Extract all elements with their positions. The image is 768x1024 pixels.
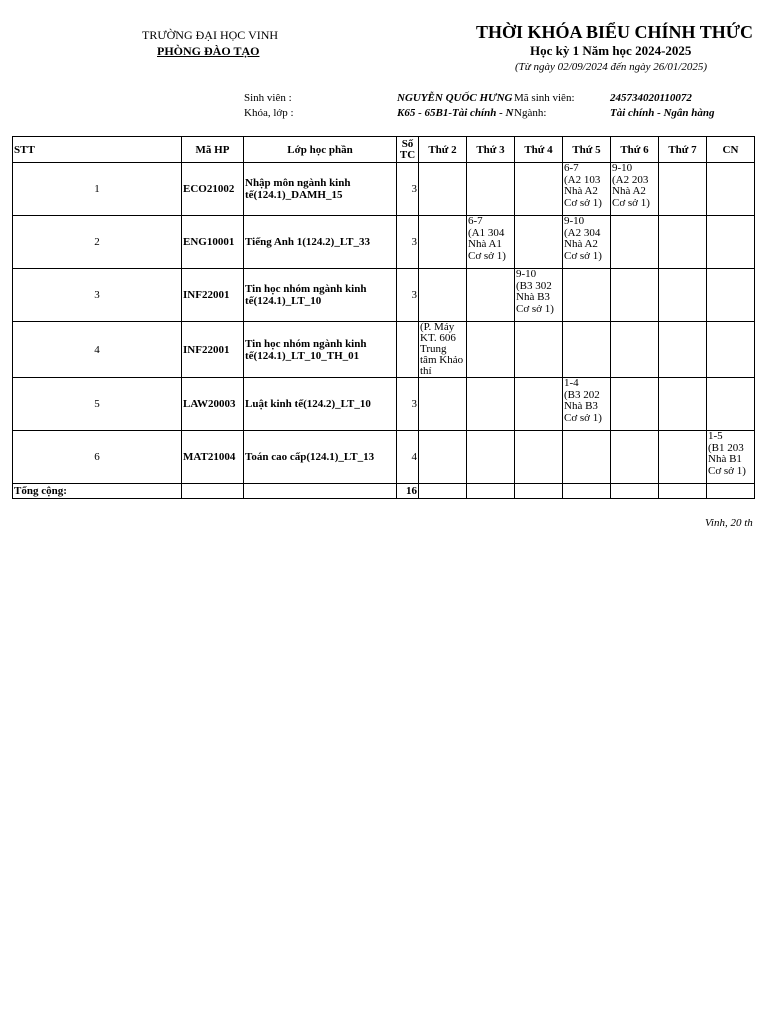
cell-name: Tin học nhóm ngành kinh tế(124.1)_LT_10_TH_01 [244,322,397,378]
cell-tue [467,322,515,378]
cell-tue [467,378,515,431]
header-wed: Thứ 4 [515,137,563,163]
cell-credits [397,322,419,378]
cell-mon [419,216,467,269]
header-thu: Thứ 5 [563,137,611,163]
cell-stt: 3 [13,269,182,322]
cell-sun [707,216,755,269]
school-name: TRƯỜNG ĐẠI HỌC VINH [142,28,279,42]
cell-sun [707,269,755,322]
cell-fri [611,431,659,484]
total-empty [182,484,244,499]
cell-name: Tiếng Anh 1(124.2)_LT_33 [244,216,397,269]
header-stt: STT [13,137,182,163]
class-value: K65 - 65B1-Tài chính - N [397,107,514,119]
header-class-section: Lớp học phần [244,137,397,163]
cell-fri [611,216,659,269]
total-empty [611,484,659,499]
header-sat: Thứ 7 [659,137,707,163]
table-row [13,378,755,431]
cell-credits: 3 [397,378,419,431]
table-row [13,163,755,216]
timetable [12,136,755,499]
student-name-label: Sinh viên : [244,92,292,104]
cell-name: Nhập môn ngành kinh tế(124.1)_DAMH_15 [244,163,397,216]
total-empty [659,484,707,499]
header-row [13,137,755,163]
cell-mon [419,431,467,484]
total-empty [563,484,611,499]
header-credits: Số TC [397,137,419,163]
cell-name: Toán cao cấp(124.1)_LT_13 [244,431,397,484]
cell-sat [659,216,707,269]
total-empty [707,484,755,499]
table-row [13,322,755,378]
cell-wed [515,431,563,484]
cell-mon: (P. Máy KT. 606 Trung tâm Khảo thí [419,322,467,378]
cell-code: INF22001 [182,269,244,322]
table-row [13,216,755,269]
cell-sat [659,378,707,431]
cell-credits: 3 [397,163,419,216]
cell-tue [467,163,515,216]
total-empty [244,484,397,499]
cell-wed [515,163,563,216]
cell-fri [611,378,659,431]
cell-mon [419,378,467,431]
student-name: NGUYỄN QUỐC HƯNG [397,92,513,104]
cell-credits: 3 [397,216,419,269]
total-credits: 16 [397,484,419,499]
cell-sat [659,163,707,216]
cell-tue [467,431,515,484]
cell-code: ENG10001 [182,216,244,269]
total-empty [515,484,563,499]
place-date: Vinh, 20 th [705,517,753,529]
cell-stt: 2 [13,216,182,269]
cell-fri [611,269,659,322]
cell-credits: 3 [397,269,419,322]
header-sun: CN [707,137,755,163]
total-row [13,484,755,499]
header-fri: Thứ 6 [611,137,659,163]
cell-sun [707,163,755,216]
cell-sat [659,322,707,378]
table-row [13,431,755,484]
header-mon: Thứ 2 [419,137,467,163]
cell-thu [563,322,611,378]
cell-code: ECO21002 [182,163,244,216]
cell-wed [515,322,563,378]
cell-mon [419,269,467,322]
cell-stt: 5 [13,378,182,431]
total-empty [419,484,467,499]
cell-thu: 9-10 (A2 304 Nhà A2 Cơ sở 1) [563,216,611,269]
page-title: THỜI KHÓA BIỂU CHÍNH THỨC [476,22,754,42]
total-empty [467,484,515,499]
cell-sun [707,378,755,431]
cell-sun [707,322,755,378]
cell-code: LAW20003 [182,378,244,431]
major-label: Ngành: [514,107,547,119]
cell-stt: 1 [13,163,182,216]
cell-wed: 9-10 (B3 302 Nhà B3 Cơ sở 1) [515,269,563,322]
total-label: Tổng cộng: [13,484,182,499]
date-range: (Từ ngày 02/09/2024 đến ngày 26/01/2025) [515,61,708,73]
cell-tue: 6-7 (A1 304 Nhà A1 Cơ sở 1) [467,216,515,269]
term-label: Học kỳ 1 Năm học 2024-2025 [530,43,692,58]
cell-code: INF22001 [182,322,244,378]
cell-stt: 6 [13,431,182,484]
cell-wed [515,216,563,269]
cell-thu [563,431,611,484]
header-tue: Thứ 3 [467,137,515,163]
cell-sun: 1-5 (B1 203 Nhà B1 Cơ sở 1) [707,431,755,484]
major-value: Tài chính - Ngân hàng [610,107,715,119]
cell-sat [659,431,707,484]
table-row [13,269,755,322]
cell-tue [467,269,515,322]
cell-thu: 6-7 (A2 103 Nhà A2 Cơ sở 1) [563,163,611,216]
cell-fri [611,322,659,378]
cell-name: Luật kinh tế(124.2)_LT_10 [244,378,397,431]
student-id: 245734020110072 [610,92,692,104]
office-name: PHÒNG ĐÀO TẠO [157,44,260,58]
cell-stt: 4 [13,322,182,378]
header-code: Mã HP [182,137,244,163]
cell-credits: 4 [397,431,419,484]
cell-thu: 1-4 (B3 202 Nhà B3 Cơ sở 1) [563,378,611,431]
cell-fri: 9-10 (A2 203 Nhà A2 Cơ sở 1) [611,163,659,216]
cell-mon [419,163,467,216]
class-label: Khóa, lớp : [244,107,294,119]
cell-wed [515,378,563,431]
student-id-label: Mã sinh viên: [514,92,575,104]
cell-name: Tin học nhóm ngành kinh tế(124.1)_LT_10 [244,269,397,322]
cell-thu [563,269,611,322]
cell-sat [659,269,707,322]
cell-code: MAT21004 [182,431,244,484]
